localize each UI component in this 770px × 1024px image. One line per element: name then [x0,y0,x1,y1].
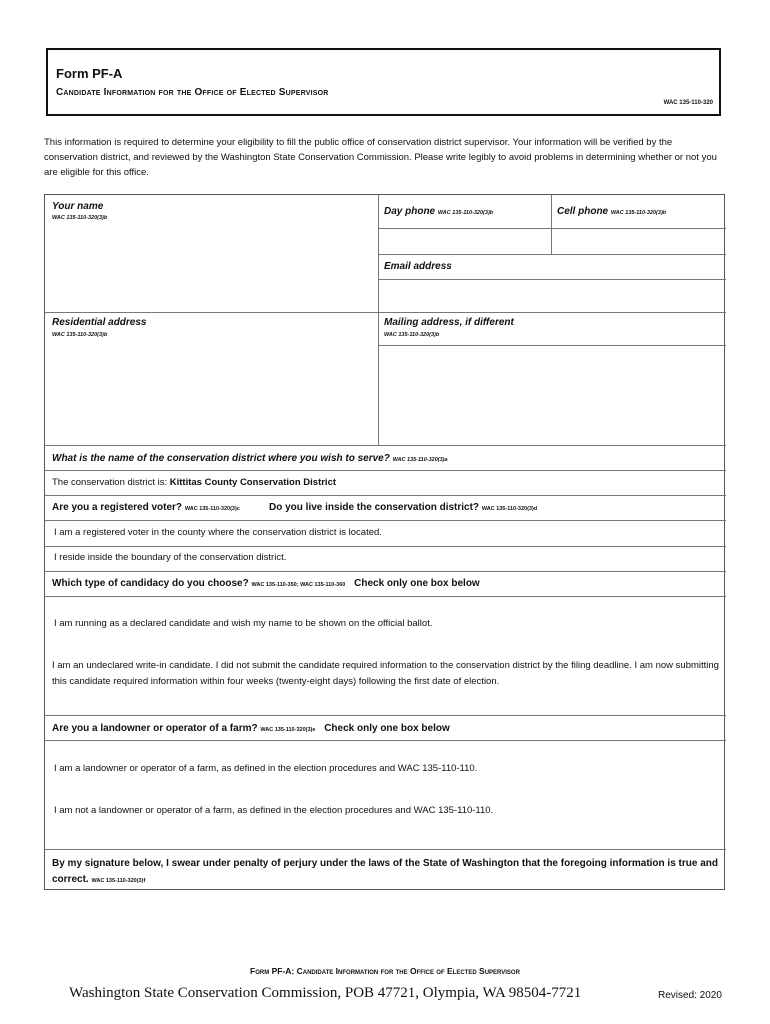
district-question [52,453,448,464]
your-name-label: Your name [52,201,104,212]
signature-statement [52,856,720,889]
email-label: Email address [384,261,452,272]
district-answer [52,477,336,488]
row-divider [45,312,726,313]
not-farm-owner-option[interactable]: I am not a landowner or operator of a farm, as defined in the election procedures and WAC 135-110-110. [54,805,494,816]
row-divider [45,520,726,521]
row-divider [378,254,726,255]
day-phone-field[interactable] [379,229,550,253]
registered-voter-statement[interactable]: I am a registered voter in the county where the conservation district is located. [54,527,382,538]
farm-question [52,723,450,734]
cell-phone-wac: WAC 135-110-320(3)b [610,210,667,216]
row-divider [45,715,726,716]
residence-wac: WAC 135-110-320(3)d [481,506,538,512]
declared-candidate-option[interactable]: I am running as a declared candidate and wish my name to be shown on the official ballot. [54,618,433,629]
intro-text: This information is required to determine your eligibility to fill the public office of conservation district supervisor. Your information will be verified by the conservation district, and reviewed by the Washington State Conservation Commission. Please write legibly to avoid problems in determining whether or not you are eligible for this office. [44,137,717,178]
day-phone-wac: WAC 135-110-320(3)b [437,210,494,216]
district-prefix: The conservation district is: [52,477,170,488]
signature-wac: WAC 135-110-320(3)f [91,878,146,884]
footer-address: Washington State Conservation Commission, POB 47721, Olympia, WA 98504-7721 [69,985,582,1001]
residential-address-wac: WAC 135-110-320(3)b [52,332,108,338]
residence-question-text: Do you live inside the conservation district? [269,502,480,513]
row-divider [45,470,726,471]
farm-owner-option[interactable]: I am a landowner or operator of a farm, as defined in the election procedures and WAC 135-110-110. [54,763,478,774]
mailing-address-wac: WAC 135-110-320(3)b [384,332,440,338]
mailing-address-field[interactable] [379,346,725,444]
residential-address-field[interactable] [46,345,377,444]
candidacy-instruction: Check only one box below [354,578,480,589]
your-name-wac: WAC 135-110-320(3)b [52,215,108,221]
voter-wac: WAC 135-110-320(3)c [184,506,240,512]
row-divider [45,740,726,741]
district-question-text: What is the name of the conservation district where you wish to serve? [52,453,390,464]
row-divider [45,596,726,597]
your-name-field[interactable] [46,196,377,311]
row-divider [45,495,726,496]
farm-instruction: Check only one box below [324,723,450,734]
write-in-candidate-option[interactable]: I am an undeclared write-in candidate. I did not submit the candidate required information to the conservation district by the filing deadline. I am now submitting this candidate required information within four weeks (twenty-eight days) following the first date of election. [52,660,719,687]
residence-question [269,502,537,513]
footer-revised: Revised: 2020 [658,990,722,1001]
farm-wac: WAC 135-110-320(3)e [260,727,316,733]
header-wac: WAC 135-110-320 [663,100,713,106]
candidacy-wac: WAC 135-110-350; WAC 135-110-360 [251,582,346,588]
voter-question [52,502,240,513]
resident-statement[interactable]: I reside inside the boundary of the conservation district. [54,552,287,563]
form-subtitle: Candidate Information for the Office of Elected Supervisor [56,87,329,98]
mailing-address-label: Mailing address, if different [384,317,514,328]
farm-question-text: Are you a landowner or operator of a farm? [52,723,258,734]
footer-form-name: Form PF-A: Candidate Information for the Office of Elected Supervisor [250,966,520,976]
cell-phone-label-text: Cell phone [557,206,609,217]
signature-text: By my signature below, I swear under penalty of perjury under the laws of the State of Washington that the foregoing information is true and correct. [52,858,718,885]
voter-question-text: Are you a registered voter? [52,502,183,513]
residential-address-label: Residential address [52,317,147,328]
candidacy-question-text: Which type of candidacy do you choose? [52,578,249,589]
email-field[interactable] [379,280,725,311]
form-header [46,48,721,116]
form-title: Form PF-A [56,66,123,81]
day-phone-label-text: Day phone [384,206,436,217]
cell-phone-label [557,206,666,217]
row-divider [45,849,726,850]
district-wac: WAC 135-110-320(3)a [392,457,448,463]
day-phone-label [384,206,493,217]
candidate-form [44,194,725,890]
row-divider [45,445,726,446]
cell-phone-field[interactable] [552,229,725,253]
candidacy-question [52,578,480,589]
district-value: Kittitas County Conservation District [169,477,337,488]
row-divider [45,546,726,547]
row-divider [45,571,726,572]
